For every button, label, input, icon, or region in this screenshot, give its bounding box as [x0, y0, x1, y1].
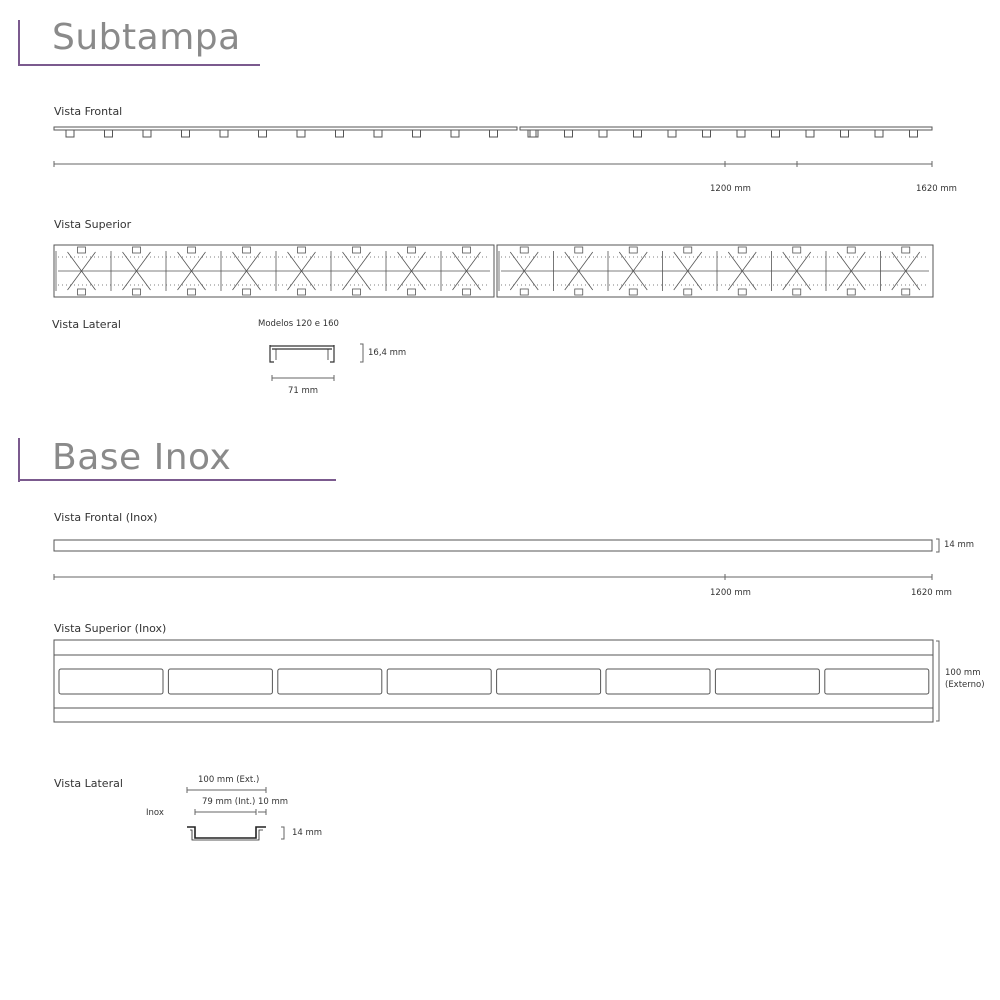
lattice-clip	[847, 289, 855, 295]
subtampa-lateral-label: Vista Lateral	[52, 318, 121, 331]
base-inox-lateral-dimensions	[187, 787, 284, 839]
lattice-clip	[463, 247, 471, 253]
lattice-clip	[78, 289, 86, 295]
base-inox-dim-1620: 1620 mm	[911, 588, 952, 598]
lattice-clip	[78, 247, 86, 253]
lattice-clip	[243, 247, 251, 253]
inox-slot	[825, 669, 929, 694]
subtampa-superior-label: Vista Superior	[54, 218, 132, 231]
subtampa-models-label: Modelos 120 e 160	[258, 319, 339, 329]
base-inox-title: Base Inox	[52, 437, 232, 478]
base-inox-superior-outer	[54, 640, 933, 722]
subtampa-tab	[703, 130, 711, 137]
lattice-clip	[520, 289, 528, 295]
subtampa-frontal-dimension-line	[54, 161, 932, 167]
subtampa-tab	[599, 130, 607, 137]
lattice-clip	[188, 289, 196, 295]
subtampa-tab	[490, 130, 498, 137]
lattice-clip	[243, 289, 251, 295]
lattice-clip	[463, 289, 471, 295]
subtampa-tab	[806, 130, 814, 137]
base-inox-height-dim: 14 mm	[292, 828, 323, 838]
lattice-clip	[353, 289, 361, 295]
subtampa-dim-1620: 1620 mm	[916, 184, 957, 194]
subtampa-frontal-tabs	[66, 130, 918, 137]
subtampa-tab	[143, 130, 151, 137]
subtampa-tab	[297, 130, 305, 137]
subtampa-frontal-view	[54, 127, 932, 137]
lattice-clip	[133, 247, 141, 253]
subtampa-tab	[565, 130, 573, 137]
lattice-clip	[793, 247, 801, 253]
subtampa-tab	[772, 130, 780, 137]
subtampa-tab	[105, 130, 113, 137]
lattice-clip	[298, 289, 306, 295]
subtampa-lateral-profile	[270, 345, 334, 362]
base-inox-ext-dim: 100 mm (Ext.)	[198, 775, 260, 785]
lattice-clip	[353, 247, 361, 253]
lattice-clip	[133, 289, 141, 295]
subtampa-tab	[634, 130, 642, 137]
base-inox-width-dim-note: (Externo)	[945, 680, 985, 690]
subtampa-tab	[259, 130, 267, 137]
base-inox-frontal-view	[54, 539, 939, 552]
lattice-clip	[793, 289, 801, 295]
base-inox-superior-view	[54, 640, 939, 722]
subtampa-tab	[451, 130, 459, 137]
subtampa-superior-view	[54, 245, 933, 297]
subtampa-tab	[875, 130, 883, 137]
lattice-clip	[684, 247, 692, 253]
inox-slot	[606, 669, 710, 694]
subtampa-tab	[668, 130, 676, 137]
subtampa-frontal-bar-left	[54, 127, 517, 130]
base-inox-inox-label: Inox	[146, 808, 164, 818]
lattice-clip	[738, 247, 746, 253]
subtampa-tab	[220, 130, 228, 137]
subtampa-tab	[841, 130, 849, 137]
base-inox-thickness-dim: 14 mm	[944, 540, 975, 550]
base-inox-slots	[59, 669, 929, 694]
lattice-clip	[408, 289, 416, 295]
lattice-clip	[902, 289, 910, 295]
subtampa-height-dim: 16,4 mm	[368, 348, 407, 358]
inox-slot	[387, 669, 491, 694]
lattice-clip	[520, 247, 528, 253]
lattice-clip	[298, 247, 306, 253]
base-inox-superior-label: Vista Superior (Inox)	[54, 622, 167, 635]
subtampa-frontal-label: Vista Frontal	[54, 105, 123, 118]
subtampa-tab	[66, 130, 74, 137]
base-inox-int-dim: 79 mm (Int.)	[202, 797, 256, 807]
lattice-clip	[847, 247, 855, 253]
base-inox-lateral-label: Vista Lateral	[54, 777, 123, 790]
subtampa-tab	[336, 130, 344, 137]
subtampa-tab	[413, 130, 421, 137]
inox-slot	[715, 669, 819, 694]
subtampa-tab	[737, 130, 745, 137]
lattice-clip	[684, 289, 692, 295]
base-inox-side-dim: 10 mm	[258, 797, 289, 807]
subtampa-tab	[182, 130, 190, 137]
base-inox-frontal-bar	[54, 540, 932, 551]
base-inox-dim-1200: 1200 mm	[710, 588, 751, 598]
lattice-clip	[575, 247, 583, 253]
subtampa-tab	[530, 130, 538, 137]
lattice-clip	[188, 247, 196, 253]
inox-slot	[497, 669, 601, 694]
lattice-clip	[902, 247, 910, 253]
lattice-clip	[629, 289, 637, 295]
base-inox-frontal-dimension-line	[54, 574, 932, 580]
subtampa-tab	[528, 130, 536, 137]
inox-slot	[59, 669, 163, 694]
lattice-clip	[575, 289, 583, 295]
base-inox-frontal-label: Vista Frontal (Inox)	[54, 511, 158, 524]
subtampa-frontal-bar-right	[520, 127, 932, 130]
lattice-clip	[738, 289, 746, 295]
inox-slot	[278, 669, 382, 694]
subtampa-title: Subtampa	[52, 17, 241, 58]
base-inox-lateral-profile	[187, 827, 266, 840]
inox-slot	[168, 669, 272, 694]
subtampa-width-dim: 71 mm	[288, 386, 319, 396]
lattice-clip	[629, 247, 637, 253]
lattice-clip	[408, 247, 416, 253]
subtampa-tab	[374, 130, 382, 137]
subtampa-tab	[910, 130, 918, 137]
subtampa-superior-lattice	[56, 247, 929, 295]
base-inox-width-dim: 100 mm	[945, 668, 981, 678]
subtampa-dim-1200: 1200 mm	[710, 184, 751, 194]
